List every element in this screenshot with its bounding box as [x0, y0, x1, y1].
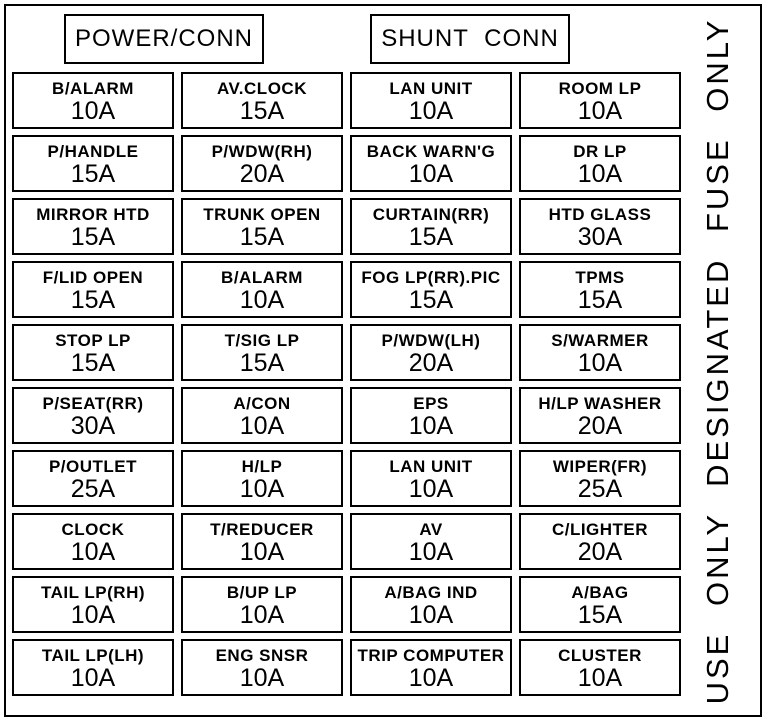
fuse-cell — [350, 135, 512, 192]
fuse-rating: 10A — [408, 601, 454, 629]
fuse-rating: 10A — [408, 538, 454, 566]
fuse-cell — [12, 135, 174, 192]
fuse-cell — [350, 639, 512, 696]
fuse-rating: 15A — [239, 97, 285, 125]
fuse-name: S/WARMER — [551, 331, 649, 350]
fuse-name: TAIL LP(RH) — [40, 583, 146, 602]
fuse-name: LAN UNIT — [389, 79, 473, 98]
fuse-name: TRIP COMPUTER — [357, 646, 505, 665]
fuse-cell — [519, 576, 681, 633]
fuse-name: TPMS — [575, 268, 625, 287]
fuse-name: T/REDUCER — [210, 520, 314, 539]
fuse-warning-label: USE ONLY DESIGNATED FUSE ONLY — [700, 17, 735, 705]
fuse-cell — [12, 261, 174, 318]
fuse-name: H/LP — [241, 457, 283, 476]
shunt-connector-label — [370, 14, 570, 64]
fuse-rating: 15A — [239, 223, 285, 251]
fuse-cell — [181, 450, 343, 507]
fuse-cell — [12, 387, 174, 444]
fuse-cell — [519, 72, 681, 129]
fuse-cell — [350, 198, 512, 255]
fuse-name: P/OUTLET — [48, 457, 138, 476]
fuse-cell — [350, 576, 512, 633]
fuse-rating: 20A — [577, 412, 623, 440]
fuse-rating: 15A — [70, 160, 116, 188]
fuse-rating: 10A — [239, 475, 285, 503]
fuse-grid — [12, 72, 681, 696]
fuse-rating: 10A — [239, 412, 285, 440]
power-connector-text: POWER/CONN — [75, 25, 253, 52]
fuse-name: AV — [419, 520, 443, 539]
fuse-name: T/SIG LP — [224, 331, 300, 350]
fuse-rating: 10A — [239, 286, 285, 314]
fuse-cell — [181, 513, 343, 570]
fuse-rating: 15A — [408, 286, 454, 314]
fuse-name: TRUNK OPEN — [203, 205, 321, 224]
fuse-cell — [181, 198, 343, 255]
fuse-name: A/BAG IND — [384, 583, 478, 602]
fuse-rating: 20A — [408, 349, 454, 377]
fuse-rating: 10A — [70, 97, 116, 125]
fuse-rating: 10A — [408, 97, 454, 125]
fuse-name: LAN UNIT — [389, 457, 473, 476]
fuse-name: P/WDW(LH) — [381, 331, 481, 350]
fuse-cell — [181, 72, 343, 129]
fuse-name: F/LID OPEN — [42, 268, 144, 287]
power-connector-label — [64, 14, 264, 64]
fuse-rating: 10A — [408, 475, 454, 503]
fuse-name: ENG SNSR — [215, 646, 309, 665]
fuse-name: A/BAG — [571, 583, 629, 602]
fuse-rating: 10A — [70, 538, 116, 566]
fuse-rating: 15A — [408, 223, 454, 251]
fuse-cell — [350, 513, 512, 570]
fuse-rating: 15A — [239, 349, 285, 377]
fuse-name: ROOM LP — [558, 79, 642, 98]
fuse-name: B/UP LP — [226, 583, 298, 602]
fuse-cell — [519, 324, 681, 381]
fuse-cell — [181, 576, 343, 633]
fuse-name: EPS — [413, 394, 449, 413]
fuse-name: P/SEAT(RR) — [42, 394, 144, 413]
fuse-name: P/WDW(RH) — [211, 142, 313, 161]
fuse-cell — [519, 450, 681, 507]
fuse-rating: 15A — [70, 286, 116, 314]
fuse-cell — [12, 639, 174, 696]
fuse-rating: 30A — [70, 412, 116, 440]
fuse-cell — [519, 513, 681, 570]
fuse-cell — [12, 324, 174, 381]
fuse-name: CLOCK — [61, 520, 125, 539]
fuse-rating: 25A — [577, 475, 623, 503]
fuse-cell — [519, 639, 681, 696]
fuse-cell — [519, 387, 681, 444]
fuse-rating: 10A — [70, 601, 116, 629]
fuse-cell — [519, 198, 681, 255]
fuse-name: MIRROR HTD — [36, 205, 150, 224]
fuse-cell — [350, 72, 512, 129]
fuse-rating: 25A — [70, 475, 116, 503]
fuse-name: B/ALARM — [52, 79, 134, 98]
fuse-rating: 10A — [70, 664, 116, 692]
fuse-rating: 15A — [577, 601, 623, 629]
fuse-rating: 15A — [577, 286, 623, 314]
fuse-name: P/HANDLE — [47, 142, 139, 161]
fuse-name: DR LP — [573, 142, 627, 161]
fuse-name: WIPER(FR) — [552, 457, 648, 476]
fuse-name: CURTAIN(RR) — [372, 205, 490, 224]
fuse-name: CLUSTER — [558, 646, 642, 665]
fuse-cell — [519, 261, 681, 318]
fuse-rating: 10A — [239, 601, 285, 629]
fuse-name: AV.CLOCK — [217, 79, 307, 98]
fuse-rating: 10A — [408, 412, 454, 440]
fuse-cell — [12, 450, 174, 507]
fuse-name: FOG LP(RR).PIC — [361, 268, 501, 287]
fuse-name: B/ALARM — [221, 268, 303, 287]
fuse-cell — [12, 513, 174, 570]
fuse-rating: 20A — [239, 160, 285, 188]
fuse-name: STOP LP — [55, 331, 131, 350]
fuse-name: C/LIGHTER — [551, 520, 649, 539]
fuse-cell — [350, 387, 512, 444]
fuse-rating: 10A — [239, 664, 285, 692]
fuse-name: BACK WARN'G — [366, 142, 496, 161]
fuse-cell — [519, 135, 681, 192]
fuse-rating: 10A — [408, 160, 454, 188]
fuse-rating: 10A — [577, 664, 623, 692]
fuse-rating: 10A — [408, 664, 454, 692]
fuse-name: A/CON — [233, 394, 291, 413]
fuse-cell — [12, 72, 174, 129]
fuse-cell — [350, 324, 512, 381]
fuse-cell — [12, 198, 174, 255]
fuse-name: TAIL LP(LH) — [41, 646, 145, 665]
fuse-cell — [181, 261, 343, 318]
fuse-cell — [350, 450, 512, 507]
fuse-rating: 30A — [577, 223, 623, 251]
fuse-cell — [181, 387, 343, 444]
fuse-rating: 20A — [577, 538, 623, 566]
fuse-cell — [12, 576, 174, 633]
fuse-name: HTD GLASS — [548, 205, 652, 224]
fuse-rating: 15A — [70, 223, 116, 251]
fuse-rating: 10A — [577, 349, 623, 377]
fuse-name: H/LP WASHER — [538, 394, 662, 413]
fuse-rating: 10A — [577, 97, 623, 125]
fuse-rating: 10A — [239, 538, 285, 566]
fuse-rating: 15A — [70, 349, 116, 377]
fuse-cell — [181, 324, 343, 381]
fuse-cell — [181, 639, 343, 696]
fuse-cell — [181, 135, 343, 192]
shunt-connector-text: SHUNT CONN — [381, 25, 559, 52]
fuse-cell — [350, 261, 512, 318]
fuse-rating: 10A — [577, 160, 623, 188]
